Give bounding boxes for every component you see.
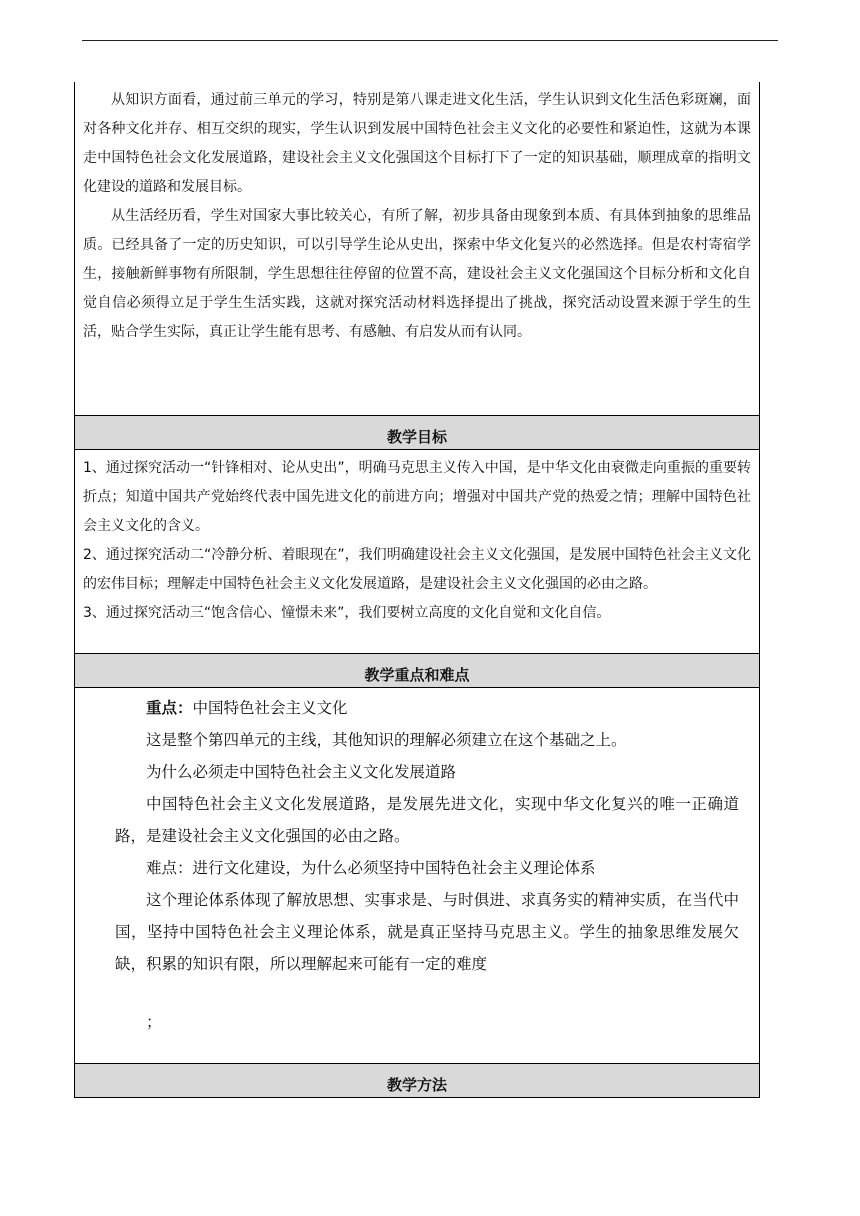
key-point-description: 这是整个第四单元的主线，其他知识的理解必须建立在这个基础之上。 — [146, 731, 627, 749]
page-header-rule — [82, 40, 778, 41]
teaching-goals-cell — [75, 454, 759, 654]
goal-item: 2、通过探究活动二“冷静分析、着眼现在”，我们明确建设社会主义文化强国，是发展中国特色社会主义文化的宏伟目标；理解走中国特色社会主义文化发展道路，是建设社会主义文化强国的必由之路。 — [83, 547, 751, 592]
key-point-label: 重点： — [146, 699, 193, 717]
key-point-answer: 中国特色社会主义文化发展道路，是发展先进文化，实现中华文化复兴的唯一正确道路，是建设社会主义文化强国的必由之路。 — [115, 795, 739, 845]
key-point-question: 为什么必须走中国特色社会主义文化发展道路 — [146, 763, 457, 781]
key-points-cell — [75, 692, 759, 1064]
section-header-methods: 教学方法 — [75, 1064, 759, 1098]
section-header-goals: 教学目标 — [75, 416, 759, 450]
stray-semicolon: ； — [146, 1013, 162, 1031]
section-header-key-points: 教学重点和难点 — [75, 654, 759, 688]
analysis-paragraph-life: 从生活经历看，学生对国家大事比较关心，有所了解，初步具备由现象到本质、有具体到抽象的思维品质。已经具备了一定的历史知识，可以引导学生论从史出，探索中华文化复兴的必然选择。但是农村寄宿学生，接触新鲜事物有所限制，学生思想往往停留的位置不高，建设社会主义文化强国这个目标分析和文化自觉自信必须得立足于学生生活实践，这就对探究活动材料选择提出了挑战，探究活动设置来源于学生的生活，贴合学生实际，真正让学生能有思考、有感触、有启发从而有认同。 — [83, 208, 751, 340]
lesson-plan-table — [74, 82, 760, 1098]
goal-item: 1、通过探究活动一“针锋相对、论从史出”，明确马克思主义传入中国，是中华文化由衰微走向重振的重要转折点；知道中国共产党始终代表中国先进文化的前进方向；增强对中国共产党的热爱之情；理解中国特色社会主义文化的含义。 — [83, 460, 751, 534]
key-point-line — [115, 692, 739, 724]
student-analysis-cell — [75, 86, 759, 416]
goal-item: 3、通过探究活动三“饱含信心、憧憬未来”，我们要树立高度的文化自觉和文化自信。 — [83, 605, 611, 621]
analysis-paragraph-knowledge: 从知识方面看，通过前三单元的学习，特别是第八课走进文化生活，学生认识到文化生活色彩斑斓，面对各种文化并存、相互交织的现实，学生认识到发展中国特色社会主义文化的必要性和紧迫性，这就为本课走中国特色社会文化发展道路，建设社会主义文化强国这个目标打下了一定的知识基础，顺理成章的指明文化建设的道路和发展目标。 — [83, 92, 751, 195]
key-point-text: 中国特色社会主义文化 — [192, 699, 348, 717]
difficult-point-line: 难点：进行文化建设，为什么必须坚持中国特色社会主义理论体系 — [146, 859, 596, 877]
difficult-point-description: 这个理论体系体现了解放思想、实事求是、与时俱进、求真务实的精神实质，在当代中国，坚持中国特色社会主义理论体系，就是真正坚持马克思主义。学生的抽象思维发展欠缺，积累的知识有限，所以理解起来可能有一定的难度 — [115, 891, 739, 973]
